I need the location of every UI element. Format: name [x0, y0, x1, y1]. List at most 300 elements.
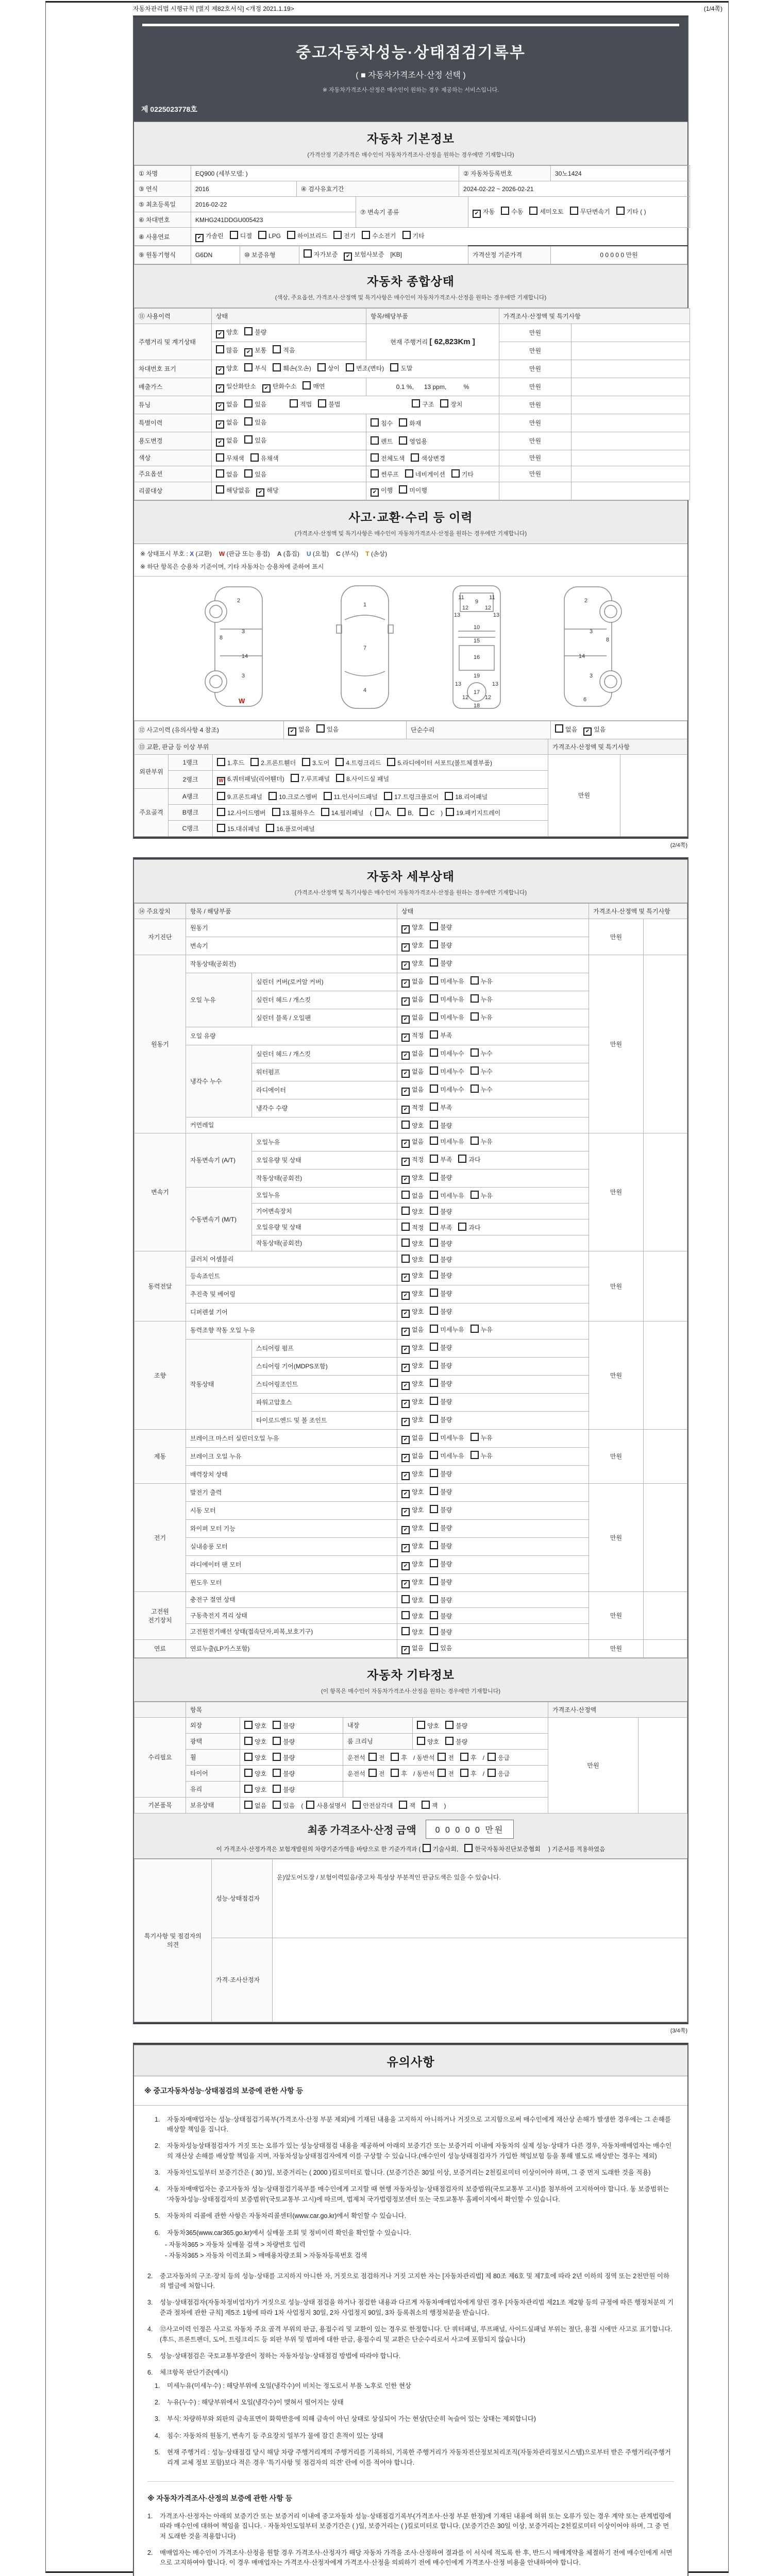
- checkbox[interactable]: ✔: [401, 1580, 410, 1588]
- checkbox-option[interactable]: [401, 1505, 424, 1516]
- checkbox[interactable]: ✔: [401, 1544, 410, 1552]
- checkbox[interactable]: ✔: [401, 1088, 410, 1096]
- checkbox-option[interactable]: [397, 808, 413, 817]
- checkbox-option[interactable]: [371, 486, 393, 497]
- checkbox[interactable]: [399, 418, 407, 427]
- checkbox-option[interactable]: [458, 1223, 480, 1232]
- checkbox[interactable]: [430, 1343, 438, 1351]
- checkbox[interactable]: [430, 1103, 438, 1111]
- checkbox[interactable]: [470, 1451, 479, 1459]
- checkbox[interactable]: [273, 363, 281, 371]
- checkbox[interactable]: [333, 231, 342, 239]
- checkbox[interactable]: [470, 1048, 479, 1057]
- checkbox-option[interactable]: [401, 1271, 424, 1282]
- checkbox-option[interactable]: [401, 1627, 424, 1636]
- checkbox[interactable]: [402, 231, 411, 239]
- checkbox-option[interactable]: [422, 1801, 438, 1810]
- checkbox-option[interactable]: [273, 1737, 295, 1746]
- checkbox-option[interactable]: [401, 1307, 424, 1318]
- checkbox-option[interactable]: [290, 399, 312, 409]
- checkbox[interactable]: [335, 758, 344, 766]
- checkbox[interactable]: [430, 1379, 438, 1387]
- checkbox-option[interactable]: [216, 485, 250, 495]
- checkbox-option[interactable]: [470, 1191, 493, 1200]
- checkbox-option[interactable]: [371, 418, 393, 428]
- checkbox-option[interactable]: [401, 1451, 424, 1462]
- checkbox[interactable]: [458, 1223, 466, 1231]
- checkbox[interactable]: [324, 792, 332, 800]
- checkbox[interactable]: [318, 399, 326, 408]
- checkbox[interactable]: [217, 758, 225, 766]
- checkbox[interactable]: [430, 1012, 438, 1021]
- checkbox-option[interactable]: [401, 1155, 424, 1166]
- checkbox[interactable]: [488, 1769, 496, 1777]
- checkbox[interactable]: ✔: [473, 210, 481, 218]
- checkbox[interactable]: ✔: [401, 997, 410, 1006]
- checkbox-option[interactable]: [583, 725, 606, 736]
- checkbox-option[interactable]: [244, 469, 266, 479]
- checkbox[interactable]: [244, 435, 253, 444]
- checkbox-option[interactable]: [401, 1207, 424, 1216]
- checkbox[interactable]: [430, 1577, 438, 1585]
- checkbox-option[interactable]: [430, 940, 452, 950]
- checkbox[interactable]: ✔: [401, 1292, 410, 1300]
- checkbox[interactable]: ✔: [216, 438, 224, 447]
- checkbox[interactable]: [401, 1191, 410, 1199]
- checkbox[interactable]: [371, 453, 379, 462]
- checkbox-option[interactable]: [346, 363, 384, 372]
- checkbox[interactable]: [430, 1627, 438, 1635]
- checkbox-option[interactable]: [430, 1541, 452, 1550]
- checkbox-option[interactable]: [470, 1048, 493, 1058]
- checkbox-option[interactable]: [321, 808, 364, 817]
- checkbox-option[interactable]: [216, 418, 238, 429]
- checkbox[interactable]: ✔: [401, 1140, 410, 1148]
- checkbox[interactable]: [290, 399, 298, 408]
- checkbox-option[interactable]: [401, 959, 424, 970]
- checkbox-option[interactable]: [390, 363, 412, 372]
- checkbox-option[interactable]: [287, 231, 327, 240]
- checkbox[interactable]: [470, 1191, 479, 1199]
- checkbox-option[interactable]: [344, 250, 384, 261]
- checkbox-option[interactable]: [401, 1137, 424, 1148]
- checkbox-option[interactable]: [371, 469, 399, 479]
- checkbox-option[interactable]: [244, 1769, 266, 1778]
- checkbox-option[interactable]: [616, 207, 646, 216]
- checkbox[interactable]: ✔: [401, 1454, 410, 1462]
- checkbox[interactable]: W: [217, 777, 225, 785]
- checkbox-option[interactable]: [401, 1173, 424, 1184]
- checkbox-option[interactable]: [258, 231, 281, 240]
- checkbox[interactable]: [216, 469, 224, 478]
- checkbox[interactable]: [440, 399, 448, 408]
- checkbox-option[interactable]: [401, 1523, 424, 1534]
- checkbox[interactable]: [430, 1611, 438, 1619]
- checkbox-option[interactable]: [430, 1361, 452, 1370]
- checkbox[interactable]: [430, 1307, 438, 1315]
- checkbox[interactable]: [336, 774, 344, 782]
- checkbox[interactable]: [430, 994, 438, 1003]
- checkbox[interactable]: [244, 363, 253, 371]
- checkbox-option[interactable]: [423, 1844, 459, 1853]
- checkbox[interactable]: ✔: [401, 1158, 410, 1166]
- checkbox-option[interactable]: [362, 231, 396, 240]
- checkbox[interactable]: ✔: [344, 252, 352, 261]
- checkbox-option[interactable]: [250, 453, 279, 463]
- checkbox-option[interactable]: [446, 808, 500, 817]
- checkbox-option[interactable]: [419, 808, 434, 817]
- checkbox-option[interactable]: [291, 774, 330, 783]
- checkbox-option[interactable]: [430, 1239, 452, 1248]
- checkbox-option[interactable]: [250, 758, 296, 767]
- checkbox[interactable]: [399, 485, 407, 494]
- checkbox-option[interactable]: [391, 1753, 407, 1762]
- checkbox-option[interactable]: [470, 994, 493, 1004]
- checkbox[interactable]: ✔: [401, 1310, 410, 1318]
- checkbox-option[interactable]: [273, 345, 295, 354]
- checkbox-option[interactable]: [256, 486, 278, 497]
- checkbox[interactable]: [430, 1155, 438, 1163]
- checkbox[interactable]: [430, 1289, 438, 1297]
- checkbox[interactable]: [273, 1737, 281, 1745]
- checkbox-option[interactable]: [401, 1289, 424, 1300]
- checkbox[interactable]: [401, 1239, 410, 1247]
- checkbox[interactable]: [458, 1155, 466, 1163]
- checkbox-option[interactable]: [430, 994, 464, 1004]
- checkbox[interactable]: [390, 363, 398, 371]
- checkbox[interactable]: [430, 1191, 438, 1199]
- checkbox[interactable]: [430, 976, 438, 985]
- checkbox-option[interactable]: [430, 1451, 464, 1460]
- checkbox-option[interactable]: [244, 417, 266, 427]
- checkbox[interactable]: [430, 1505, 438, 1513]
- checkbox[interactable]: [470, 1433, 479, 1441]
- checkbox-option[interactable]: [216, 382, 256, 393]
- checkbox[interactable]: [401, 1611, 410, 1619]
- checkbox-option[interactable]: [391, 1769, 407, 1778]
- checkbox[interactable]: ✔: [216, 420, 224, 429]
- checkbox-option[interactable]: [316, 724, 339, 734]
- checkbox[interactable]: [430, 922, 438, 930]
- checkbox[interactable]: [266, 824, 274, 832]
- checkbox-option[interactable]: [470, 1433, 493, 1442]
- checkbox[interactable]: [430, 1559, 438, 1567]
- checkbox-option[interactable]: [555, 724, 577, 734]
- checkbox[interactable]: [244, 417, 253, 426]
- checkbox[interactable]: ✔: [401, 1400, 410, 1408]
- checkbox[interactable]: [401, 1207, 410, 1215]
- checkbox-option[interactable]: [399, 485, 427, 495]
- checkbox[interactable]: [401, 1595, 410, 1603]
- checkbox-option[interactable]: [401, 1103, 424, 1114]
- checkbox[interactable]: [460, 1753, 468, 1761]
- checkbox-option[interactable]: [368, 1753, 385, 1762]
- checkbox-option[interactable]: [217, 824, 260, 833]
- checkbox-option[interactable]: [401, 1397, 424, 1408]
- checkbox-option[interactable]: [460, 1753, 477, 1762]
- checkbox[interactable]: [419, 808, 428, 816]
- checkbox[interactable]: [430, 1523, 438, 1531]
- checkbox-option[interactable]: [216, 436, 238, 447]
- checkbox-option[interactable]: [473, 207, 495, 218]
- checkbox-option[interactable]: [317, 363, 340, 372]
- checkbox[interactable]: [430, 1223, 438, 1231]
- checkbox[interactable]: [216, 345, 224, 353]
- checkbox-option[interactable]: [371, 436, 393, 446]
- checkbox-option[interactable]: [405, 469, 445, 479]
- checkbox[interactable]: [470, 976, 479, 985]
- checkbox[interactable]: ✔: [401, 1274, 410, 1282]
- checkbox-option[interactable]: [401, 1611, 424, 1620]
- checkbox-option[interactable]: [430, 1487, 452, 1496]
- checkbox[interactable]: [230, 231, 238, 239]
- checkbox-option[interactable]: [318, 399, 340, 409]
- checkbox[interactable]: [417, 1721, 425, 1729]
- checkbox[interactable]: [529, 207, 537, 215]
- checkbox[interactable]: [244, 399, 253, 408]
- checkbox[interactable]: ✔: [262, 384, 271, 393]
- checkbox-option[interactable]: [401, 1578, 424, 1588]
- checkbox-option[interactable]: [401, 1239, 424, 1248]
- checkbox-option[interactable]: [401, 941, 424, 952]
- checkbox[interactable]: [430, 1325, 438, 1333]
- checkbox-option[interactable]: [401, 1361, 424, 1372]
- checkbox-option[interactable]: [401, 1541, 424, 1552]
- checkbox[interactable]: [423, 1844, 431, 1852]
- checkbox-option[interactable]: [368, 1769, 385, 1778]
- checkbox-option[interactable]: [217, 758, 244, 767]
- checkbox-option[interactable]: [262, 382, 296, 393]
- checkbox[interactable]: [430, 1487, 438, 1495]
- checkbox[interactable]: ✔: [216, 384, 224, 393]
- checkbox[interactable]: [446, 808, 454, 816]
- checkbox[interactable]: ✔: [401, 1382, 410, 1390]
- checkbox[interactable]: [244, 469, 253, 478]
- checkbox-option[interactable]: [401, 1560, 424, 1570]
- checkbox[interactable]: [273, 1801, 281, 1809]
- checkbox[interactable]: [405, 469, 413, 478]
- checkbox-option[interactable]: [411, 453, 445, 463]
- checkbox-option[interactable]: [304, 249, 338, 259]
- checkbox-option[interactable]: [430, 1173, 452, 1182]
- checkbox-option[interactable]: [401, 1121, 424, 1130]
- checkbox-option[interactable]: [244, 399, 266, 409]
- checkbox[interactable]: [451, 469, 460, 478]
- checkbox[interactable]: [430, 1433, 438, 1441]
- checkbox-option[interactable]: [430, 1643, 452, 1652]
- checkbox-option[interactable]: [430, 1012, 464, 1022]
- checkbox-option[interactable]: [306, 1801, 346, 1810]
- checkbox-option[interactable]: [417, 1737, 439, 1746]
- checkbox-option[interactable]: [430, 1343, 452, 1352]
- checkbox[interactable]: [244, 1753, 253, 1761]
- checkbox-option[interactable]: [401, 977, 424, 988]
- checkbox-option[interactable]: [216, 400, 238, 411]
- checkbox[interactable]: [273, 1769, 281, 1777]
- checkbox-option[interactable]: [401, 923, 424, 934]
- checkbox[interactable]: [401, 1255, 410, 1263]
- checkbox[interactable]: [430, 1415, 438, 1423]
- checkbox[interactable]: [273, 1753, 281, 1761]
- checkbox[interactable]: [287, 231, 295, 239]
- checkbox-option[interactable]: [430, 1627, 452, 1636]
- checkbox[interactable]: [501, 207, 509, 215]
- checkbox-option[interactable]: [470, 1451, 493, 1460]
- checkbox-option[interactable]: [336, 774, 389, 783]
- checkbox[interactable]: [616, 207, 625, 215]
- checkbox[interactable]: [470, 1137, 479, 1145]
- checkbox[interactable]: ✔: [401, 1033, 410, 1042]
- checkbox-option[interactable]: [430, 1415, 452, 1424]
- checkbox[interactable]: [391, 1769, 399, 1777]
- checkbox-option[interactable]: [387, 758, 492, 767]
- checkbox-option[interactable]: [268, 792, 317, 801]
- checkbox[interactable]: [399, 1801, 407, 1809]
- checkbox[interactable]: [258, 231, 266, 239]
- checkbox[interactable]: ✔: [401, 1070, 410, 1078]
- checkbox[interactable]: [399, 436, 407, 445]
- checkbox[interactable]: ✔: [401, 1436, 410, 1444]
- checkbox[interactable]: [302, 758, 310, 766]
- checkbox-option[interactable]: [430, 1048, 464, 1058]
- checkbox[interactable]: ✔: [401, 1562, 410, 1570]
- checkbox-option[interactable]: [488, 1769, 510, 1778]
- checkbox-option[interactable]: [430, 1155, 452, 1164]
- checkbox[interactable]: [430, 1255, 438, 1263]
- checkbox[interactable]: [430, 1048, 438, 1057]
- checkbox-option[interactable]: [430, 1207, 452, 1216]
- checkbox[interactable]: [422, 1801, 430, 1809]
- checkbox[interactable]: [291, 774, 299, 782]
- checkbox-option[interactable]: [402, 231, 425, 240]
- checkbox[interactable]: [430, 1595, 438, 1603]
- checkbox-option[interactable]: [451, 469, 474, 479]
- checkbox-option[interactable]: [217, 774, 284, 785]
- checkbox-option[interactable]: [401, 1049, 424, 1060]
- checkbox[interactable]: [401, 1121, 410, 1129]
- checkbox-option[interactable]: [445, 1737, 467, 1746]
- checkbox[interactable]: [368, 1753, 377, 1761]
- checkbox[interactable]: [273, 1721, 281, 1729]
- checkbox-option[interactable]: [401, 1415, 424, 1426]
- checkbox-option[interactable]: [417, 1721, 439, 1730]
- checkbox-option[interactable]: [464, 1844, 541, 1853]
- checkbox-option[interactable]: [335, 758, 381, 767]
- checkbox[interactable]: [371, 436, 379, 445]
- checkbox-option[interactable]: [430, 1270, 452, 1280]
- checkbox[interactable]: [470, 1012, 479, 1021]
- checkbox[interactable]: ✔: [216, 402, 224, 411]
- checkbox[interactable]: ✔: [216, 330, 224, 338]
- checkbox[interactable]: [244, 1801, 253, 1809]
- checkbox-option[interactable]: [401, 1085, 424, 1096]
- checkbox-option[interactable]: [401, 995, 424, 1006]
- checkbox[interactable]: [375, 808, 383, 816]
- checkbox-option[interactable]: [438, 1753, 454, 1762]
- checkbox[interactable]: ✔: [401, 943, 410, 952]
- checkbox-option[interactable]: [470, 1066, 493, 1076]
- checkbox-option[interactable]: [244, 1737, 266, 1746]
- checkbox-option[interactable]: [216, 453, 244, 463]
- checkbox-option[interactable]: [384, 792, 439, 801]
- checkbox[interactable]: ✔: [401, 1346, 410, 1354]
- checkbox[interactable]: [316, 724, 325, 733]
- checkbox[interactable]: [430, 1469, 438, 1477]
- checkbox[interactable]: [438, 1753, 446, 1761]
- checkbox[interactable]: [306, 1801, 314, 1809]
- checkbox[interactable]: [430, 1643, 438, 1651]
- checkbox[interactable]: [555, 724, 563, 733]
- checkbox-option[interactable]: [401, 1325, 424, 1336]
- checkbox-option[interactable]: [460, 1769, 477, 1778]
- checkbox-option[interactable]: [244, 346, 266, 357]
- checkbox[interactable]: ✔: [401, 1418, 410, 1426]
- checkbox[interactable]: ✔: [401, 1526, 410, 1534]
- checkbox[interactable]: ✔: [401, 1052, 410, 1060]
- checkbox[interactable]: ✔: [401, 1176, 410, 1184]
- checkbox-option[interactable]: [244, 1785, 266, 1794]
- checkbox-option[interactable]: [324, 792, 378, 801]
- checkbox-option[interactable]: [412, 399, 434, 409]
- checkbox[interactable]: ✔: [401, 1472, 410, 1480]
- checkbox[interactable]: [391, 1753, 399, 1761]
- checkbox-option[interactable]: [488, 1753, 510, 1762]
- checkbox-option[interactable]: [401, 1031, 424, 1042]
- checkbox[interactable]: [430, 1137, 438, 1145]
- checkbox-option[interactable]: [470, 1012, 493, 1022]
- checkbox-option[interactable]: [216, 469, 238, 479]
- checkbox-option[interactable]: [375, 808, 391, 817]
- checkbox-option[interactable]: [352, 1801, 393, 1810]
- checkbox-option[interactable]: [438, 1769, 454, 1778]
- checkbox[interactable]: ✔: [288, 727, 296, 736]
- checkbox-option[interactable]: [501, 207, 523, 216]
- checkbox-option[interactable]: [430, 1103, 452, 1112]
- checkbox-option[interactable]: [430, 1325, 464, 1334]
- checkbox-option[interactable]: [401, 1067, 424, 1078]
- checkbox-option[interactable]: [401, 1013, 424, 1024]
- checkbox[interactable]: [371, 418, 379, 427]
- checkbox[interactable]: [570, 207, 578, 215]
- checkbox[interactable]: [430, 1361, 438, 1369]
- checkbox[interactable]: [303, 381, 311, 389]
- checkbox-option[interactable]: [430, 1397, 452, 1406]
- checkbox-option[interactable]: [430, 1121, 452, 1130]
- checkbox-option[interactable]: [401, 1487, 424, 1498]
- checkbox[interactable]: ✔: [195, 234, 204, 242]
- checkbox[interactable]: [346, 363, 354, 371]
- checkbox[interactable]: [445, 1737, 453, 1745]
- checkbox[interactable]: [273, 345, 281, 353]
- checkbox-option[interactable]: [244, 1721, 266, 1730]
- checkbox-option[interactable]: [430, 1255, 452, 1264]
- checkbox[interactable]: [244, 1737, 253, 1745]
- checkbox-option[interactable]: [430, 1379, 452, 1388]
- checkbox[interactable]: [445, 1721, 453, 1729]
- checkbox-option[interactable]: [401, 1595, 424, 1604]
- checkbox[interactable]: [430, 1397, 438, 1405]
- checkbox[interactable]: [411, 453, 419, 462]
- checkbox[interactable]: [362, 231, 370, 239]
- checkbox[interactable]: [430, 1121, 438, 1129]
- checkbox[interactable]: [430, 1030, 438, 1039]
- checkbox-option[interactable]: [430, 1223, 452, 1232]
- checkbox-option[interactable]: [470, 1084, 493, 1094]
- checkbox-option[interactable]: [430, 1469, 452, 1478]
- checkbox-option[interactable]: [430, 1577, 452, 1586]
- checkbox-option[interactable]: [399, 436, 427, 446]
- checkbox[interactable]: [430, 1207, 438, 1215]
